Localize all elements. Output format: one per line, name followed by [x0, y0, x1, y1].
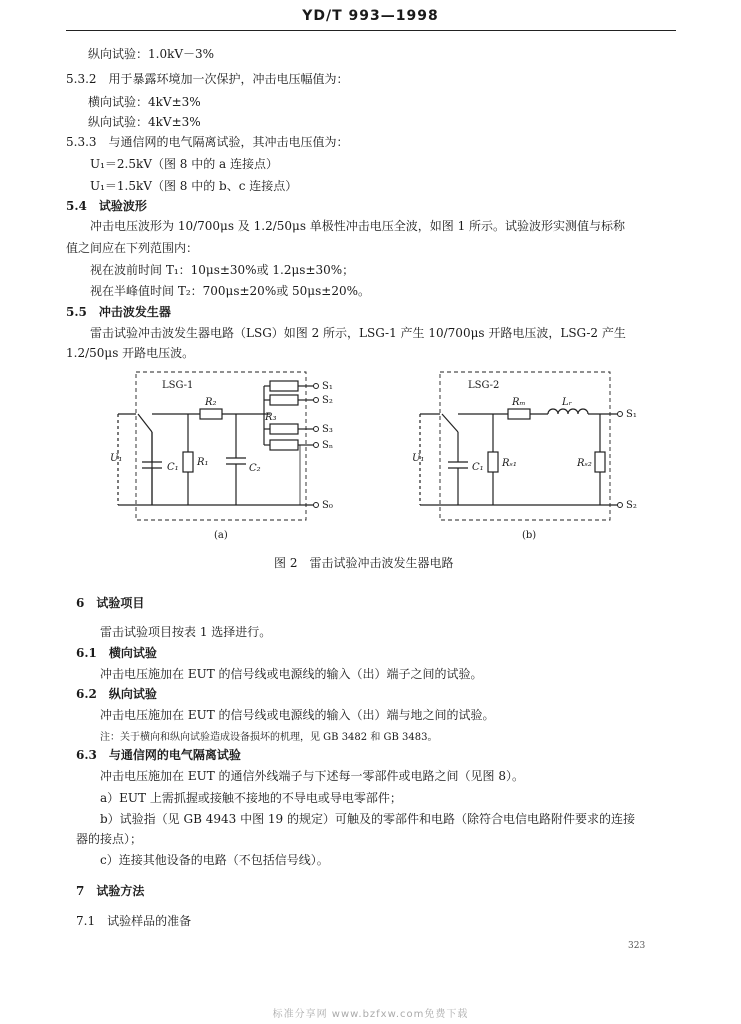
terminal-b-s2: S₂: [626, 500, 637, 511]
lsg2-u1-label: U₁: [412, 453, 425, 464]
terminal-sn: Sₙ: [322, 440, 334, 451]
lsg2-rs1-label: Rₛ₁: [502, 458, 517, 469]
figure-caption: 图 2 雷击试验冲击波发生器电路: [274, 556, 454, 570]
text-line: 冲击电压施加在 EUT 的信号线或电源线的输入（出）端子之间的试验。: [100, 667, 483, 681]
clause-5-3-3: 5.3.3 与通信网的电气隔离试验，其冲击电压值为：: [66, 135, 349, 149]
clause-5-4-heading: 5.4 试验波形: [66, 199, 147, 213]
clause-6-3-heading: 6.3 与通信网的电气隔离试验: [76, 748, 241, 762]
text-line: 纵向试验：4kV±3%: [88, 115, 201, 129]
section-6-heading: 6 试验项目: [76, 596, 145, 610]
lsg1-r2-label: R₂: [205, 397, 217, 408]
text-line: 1.2/50μs 开路电压波。: [66, 346, 195, 360]
page-number: 323: [628, 941, 646, 951]
terminal-s1: S₁: [322, 381, 333, 392]
terminal-s0: S₀: [322, 500, 333, 511]
text-line: 雷击试验冲击波发生器电路（LSG）如图 2 所示，LSG-1 产生 10/700μs 开路电压波，LSG-2 产生: [90, 326, 626, 340]
clause-6-1-heading: 6.1 横向试验: [76, 646, 157, 660]
standard-header: YD/T 993—1998: [302, 8, 439, 24]
list-item-a: a）EUT 上需抓握或接触不接地的不导电或导电零部件；: [100, 791, 402, 805]
lsg1-r3-label: R₃: [265, 412, 277, 423]
lsg1-title: LSG-1: [162, 380, 194, 391]
header-rule: [66, 30, 676, 31]
text-line: 值之间应在下列范围内：: [66, 241, 199, 255]
lsg1-c2-label: C₂: [249, 463, 261, 474]
footer-watermark: 标准分享网 www.bzfxw.com免费下载: [272, 1009, 469, 1020]
lsg2-rm-label: Rₘ: [512, 397, 526, 408]
text-line: 冲击电压波形为 10/700μs 及 1.2/50μs 单极性冲击电压全波，如图 1 所示。试验波形实测值与标称: [90, 219, 626, 233]
text-line: 视在波前时间 T₁：10μs±30%或 1.2μs±30%；: [90, 263, 355, 277]
figure-b-label: (b): [522, 530, 537, 541]
list-item-c: c）连接其他设备的电路（不包括信号线）。: [100, 853, 329, 867]
section-7-heading: 7 试验方法: [76, 884, 145, 898]
lsg2-lr-label: Lᵣ: [562, 397, 573, 408]
lsg2-c1-label: C₁: [472, 462, 484, 473]
list-item-b: b）试验指（见 GB 4943 中图 19 的规定）可触及的零部件和电路（除符合电信电路附件要求的连接: [100, 812, 635, 826]
list-item-b-cont: 器的接点）；: [76, 832, 143, 846]
lsg1-c1-label: C₁: [167, 462, 179, 473]
figure-a-label: (a): [214, 530, 228, 541]
text-line: U₁＝2.5kV（图 8 中的 a 连接点）: [90, 157, 278, 171]
text-line: 横向试验：4kV±3%: [88, 95, 201, 109]
clause-7-1-heading: 7.1 试验样品的准备: [76, 914, 192, 928]
note-line: 注：关于横向和纵向试验造成设备损坏的机理，见 GB 3482 和 GB 3483。: [100, 732, 438, 743]
lsg2-title: LSG-2: [468, 380, 500, 391]
terminal-b-s1: S₁: [626, 409, 637, 420]
text-line: 雷击试验项目按表 1 选择进行。: [100, 625, 272, 639]
clause-5-5-heading: 5.5 冲击波发生器: [66, 305, 171, 319]
lsg1-u1-label: U₁: [110, 453, 123, 464]
text-line: 纵向试验：1.0kV－3%: [88, 47, 215, 61]
clause-6-2-heading: 6.2 纵向试验: [76, 687, 157, 701]
text-line: 视在半峰值时间 T₂：700μs±20%或 50μs±20%。: [90, 284, 370, 298]
lsg1-r1-label: R₁: [197, 457, 209, 468]
text-line: U₁＝1.5kV（图 8 中的 b、c 连接点）: [90, 179, 298, 193]
clause-5-3-2: 5.3.2 用于暴露环境加一次保护，冲击电压幅值为：: [66, 72, 349, 86]
text-line: 冲击电压施加在 EUT 的通信外线端子与下述每一零部件或电路之间（见图 8）。: [100, 769, 524, 783]
text-line: 冲击电压施加在 EUT 的信号线或电源线的输入（出）端与地之间的试验。: [100, 708, 495, 722]
terminal-s3: S₃: [322, 424, 333, 435]
lsg2-rs2-label: Rₛ₂: [577, 458, 592, 469]
terminal-s2: S₂: [322, 395, 333, 406]
